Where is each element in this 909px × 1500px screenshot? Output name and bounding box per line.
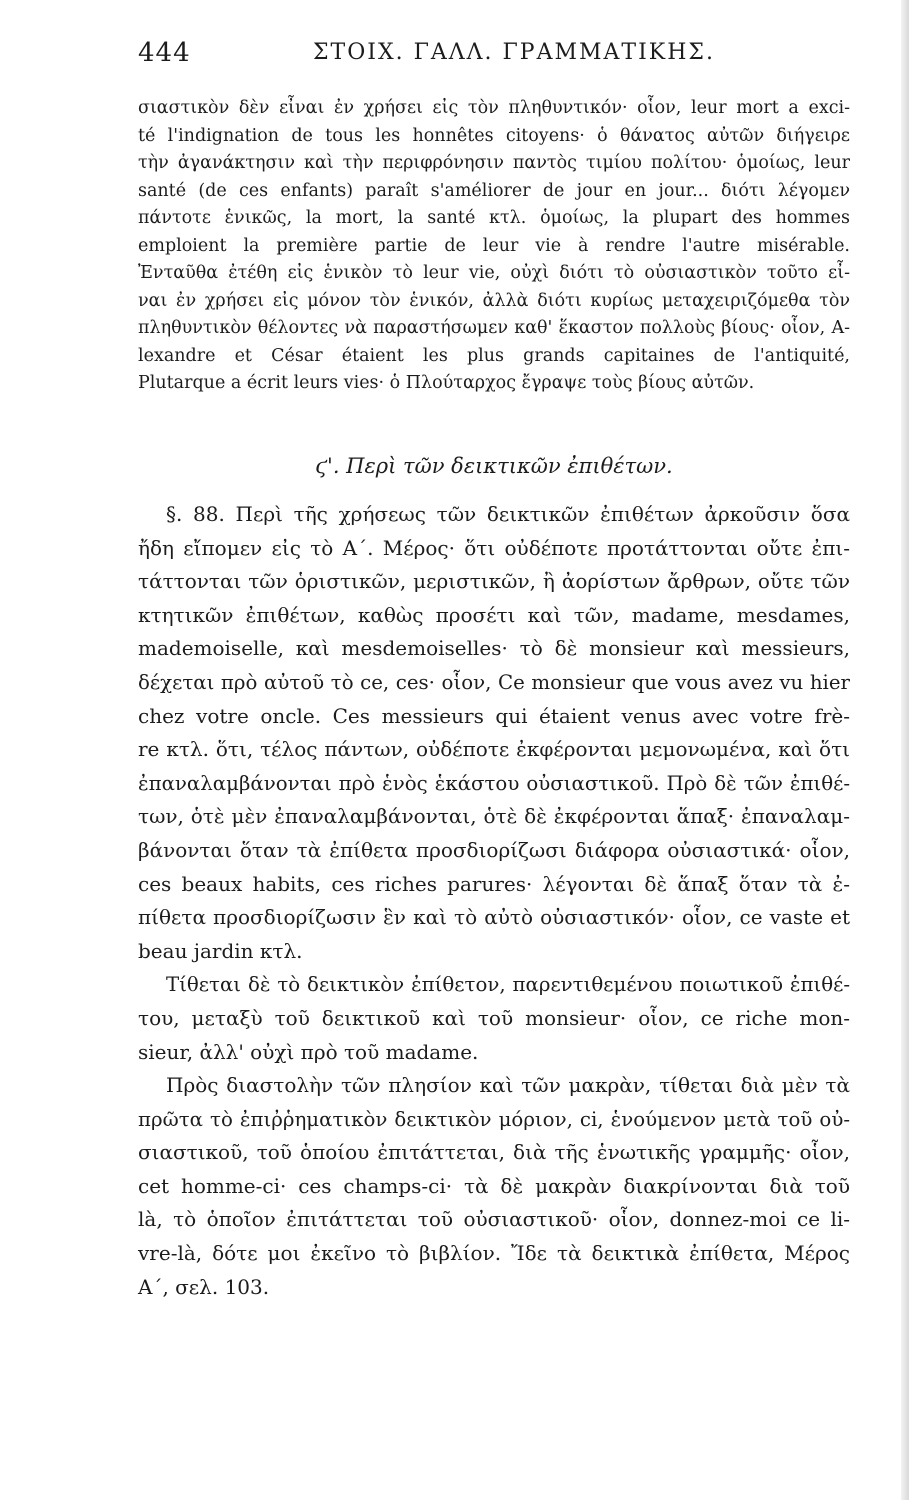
top-paragraph: [138, 95, 850, 398]
text-line: πρῶτα τὸ ἐπιῤῥηματικὸν δεικτικὸν μόριον, ci, ἑνούμενον μετὰ τοῦ οὐ-: [138, 1107, 850, 1131]
text-line: santé (de ces enfants) paraît s'améliorer de jour en jour... διότι λέγομεν: [138, 180, 850, 201]
text-line: beau jardin κτλ.: [138, 938, 303, 963]
main-paragraphs: [138, 498, 850, 1304]
text-line: σιαστικὸν δὲν εἶναι ἐν χρήσει εἰς τὸν πληθυντικόν· οἷον, leur mort a exci-: [138, 98, 850, 118]
text-line: ces beaux habits, ces riches parures· λέγονται δὲ ἅπαξ ὅταν τὰ ἐ-: [138, 871, 850, 896]
text-line: ἤδη εἴπομεν εἰς τὸ Α΄. Μέρος· ὅτι οὐδέποτε προτάττονται οὔτε ἐπι-: [138, 535, 850, 560]
text-line: του, μεταξὺ τοῦ δεικτικοῦ καὶ τοῦ monsieur· οἷον, ce riche mon-: [138, 1005, 850, 1030]
text-line: βάνονται ὅταν τὰ ἐπίθετα προσδιορίζωσι διάφορα οὐσιαστικά· οἷον,: [138, 837, 850, 862]
page-edge-shadow: [901, 0, 909, 1500]
text-line: té l'indignation de tous les honnêtes citoyens· ὁ θάνατος αὐτῶν διήγειρε: [138, 125, 850, 146]
page-header: [138, 38, 849, 78]
text-line: emploient la première partie de leur vie à rendre l'autre misérable.: [138, 235, 850, 256]
text-line: sieur, ἀλλ' οὐχὶ πρὸ τοῦ madame.: [138, 1039, 479, 1064]
text-line: mademoiselle, καὶ mesdemoiselles· τὸ δὲ monsieur καὶ messieurs,: [138, 636, 850, 661]
running-title: ΣΤΟΙΧ. ΓΑΛΛ. ΓΡΑΜΜΑΤΙΚΗΣ.: [313, 40, 715, 65]
text-line: ἐπαναλαμβάνονται πρὸ ἑνὸς ἑκάστου οὐσιαστικοῦ. Πρὸ δὲ τῶν ἐπιθέ-: [138, 771, 850, 795]
text-line: cet homme-ci· ces champs-ci· τὰ δὲ μακρὰν διακρίνονται διὰ τοῦ: [138, 1173, 850, 1198]
text-line: δέχεται πρὸ αὐτοῦ τὸ ce, ces· οἷον, Ce monsieur que vous avez vu hier: [138, 670, 850, 694]
text-line: σιαστικοῦ, τοῦ ὁποίου ἐπιτάττεται, διὰ τῆς ἑνωτικῆς γραμμῆς· οἷον,: [138, 1140, 850, 1165]
text-line: lexandre et César étaient les plus grands capitaines de l'antiquité,: [138, 345, 850, 366]
page-number: 444: [138, 38, 191, 68]
text-line: ναι ἐν χρήσει εἰς μόνον τὸν ἑνικόν, ἀλλὰ διότι κυρίως μεταχειριζόμεθα τὸν: [138, 290, 850, 311]
text-line: là, τὸ ὁποῖον ἐπιτάττεται τοῦ οὐσιαστικοῦ· οἷον, donnez-moi ce li-: [138, 1207, 850, 1232]
text-line: §. 88. Περὶ τῆς χρήσεως τῶν δεικτικῶν ἐπιθέτων ἀρκοῦσιν ὅσα: [166, 502, 850, 526]
text-line: re κτλ. ὅτι, τέλος πάντων, οὐδέποτε ἐκφέρονται μεμονωμένα, καὶ ὅτι: [138, 737, 850, 762]
text-line: πληθυντικὸν θέλοντες νὰ παραστήσωμεν καθ' ἕκαστον πολλοὺς βίους· οἷον, A-: [138, 318, 850, 338]
section-heading: ϛ'. Περὶ τῶν δεικτικῶν ἐπιθέτων.: [315, 454, 673, 478]
text-line: Τίθεται δὲ τὸ δεικτικὸν ἐπίθετον, παρεντιθεμένου ποιωτικοῦ ἐπιθέ-: [166, 973, 850, 997]
text-line: τὴν ἀγανάκτησιν καὶ τὴν περιφρόνησιν παντὸς τιμίου πολίτου· ὁμοίως, leur: [138, 153, 850, 173]
text-line: vre-là, δότε μοι ἐκεῖνο τὸ βιβλίον. Ἴδε τὰ δεικτικὰ ἐπίθετα, Μέρος: [138, 1241, 850, 1266]
text-line: chez votre oncle. Ces messieurs qui étaient venus avec votre frè-: [138, 703, 850, 728]
text-line: πίθετα προσδιορίζωσιν ἓν καὶ τὸ αὐτὸ οὐσιαστικόν· οἷον, ce vaste et: [138, 905, 850, 930]
text-line: τάττονται τῶν ὁριστικῶν, μεριστικῶν, ἢ ἀορίστων ἄρθρων, οὔτε τῶν: [138, 569, 850, 594]
text-line: Πρὸς διαστολὴν τῶν πλησίον καὶ τῶν μακρὰν, τίθεται διὰ μὲν τὰ: [166, 1073, 850, 1098]
text-line: πάντοτε ἑνικῶς, la mort, la santé κτλ. ὁμοίως, la plupart des hommes: [138, 208, 850, 228]
text-line: κτητικῶν ἐπιθέτων, καθὼς προσέτι καὶ τῶν, madame, mesdames,: [138, 602, 850, 627]
text-line: Ἐνταῦθα ἐτέθη εἰς ἑνικὸν τὸ leur vie, οὐχὶ διότι τὸ οὐσιαστικὸν τοῦτο εἶ-: [138, 263, 850, 283]
text-line: Α΄, σελ. 103.: [138, 1274, 270, 1299]
text-line: των, ὁτὲ μὲν ἐπαναλαμβάνονται, ὁτὲ δὲ ἐκφέρονται ἅπαξ· ἐπαναλαμ-: [138, 804, 850, 829]
text-line: Plutarque a écrit leurs vies· ὁ Πλούταρχος ἔγραψε τοὺς βίους αὐτῶν.: [138, 373, 755, 393]
